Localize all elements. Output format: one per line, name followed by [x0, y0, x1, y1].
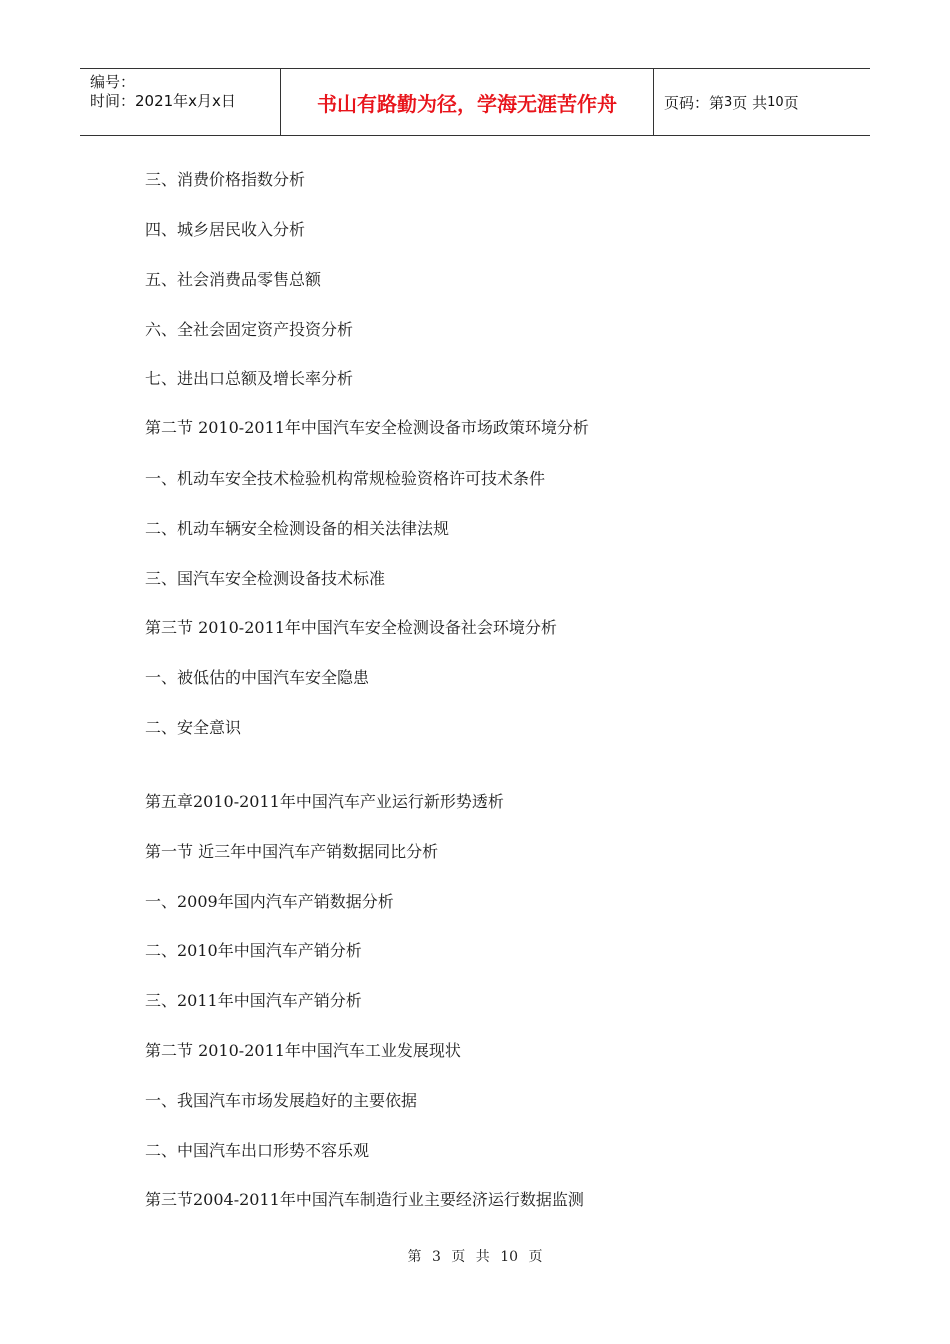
toc-line: 三、消费价格指数分析: [145, 170, 306, 189]
document-date: 时间：2021年x月x日: [90, 92, 236, 110]
toc-line: 六、全社会固定资产投资分析: [145, 320, 354, 339]
footer-page-number: 第 3 页 共 10 页: [407, 1249, 543, 1265]
toc-line: 四、城乡居民收入分析: [145, 220, 306, 239]
toc-line: 七、进出口总额及增长率分析: [145, 369, 354, 388]
toc-line: 五、社会消费品零售总额: [145, 270, 322, 289]
toc-section-heading: 第二节 2010-2011年中国汽车工业发展现状: [145, 1041, 461, 1060]
page-suffix: 页: [783, 93, 799, 112]
toc-section-heading: 第一节 近三年中国汽车产销数据同比分析: [145, 842, 439, 861]
toc-line: 二、2010年中国汽车产销分析: [145, 941, 362, 960]
toc-line: 二、安全意识: [145, 718, 242, 737]
toc-line: 一、2009年国内汽车产销数据分析: [145, 892, 394, 911]
toc-section-heading: 第三节 2010-2011年中国汽车安全检测设备社会环境分析: [145, 618, 557, 637]
toc-section-heading: 第三节2004-2011年中国汽车制造行业主要经济运行数据监测: [145, 1190, 584, 1209]
page-prefix: 页码：第: [664, 93, 725, 112]
header-motto-cell: [281, 69, 654, 135]
page-current: 3: [724, 94, 733, 110]
document-number-label: 编号：: [90, 73, 136, 91]
toc-line: 三、国汽车安全检测设备技术标准: [145, 569, 386, 588]
toc-section-heading: 第二节 2010-2011年中国汽车安全检测设备市场政策环境分析: [145, 418, 589, 437]
header-info-cell: [80, 69, 281, 135]
toc-line: 二、机动车辆安全检测设备的相关法律法规: [145, 519, 450, 538]
page-total: 10: [767, 94, 784, 110]
toc-line: 一、被低估的中国汽车安全隐患: [145, 668, 370, 687]
toc-chapter-heading: 第五章2010-2011年中国汽车产业运行新形势透析: [145, 792, 504, 811]
toc-line: 二、中国汽车出口形势不容乐观: [145, 1141, 370, 1160]
page-header: [80, 68, 870, 136]
header-motto: 书山有路勤为径，学海无涯苦作舟: [317, 91, 617, 116]
header-page-cell: [654, 69, 870, 135]
page-mid: 页 共: [732, 93, 768, 112]
page-footer: [0, 1246, 950, 1266]
toc-line: 一、我国汽车市场发展趋好的主要依据: [145, 1091, 418, 1110]
toc-line: 三、2011年中国汽车产销分析: [145, 991, 362, 1010]
toc-line: 一、机动车安全技术检验机构常规检验资格许可技术条件: [145, 469, 546, 488]
